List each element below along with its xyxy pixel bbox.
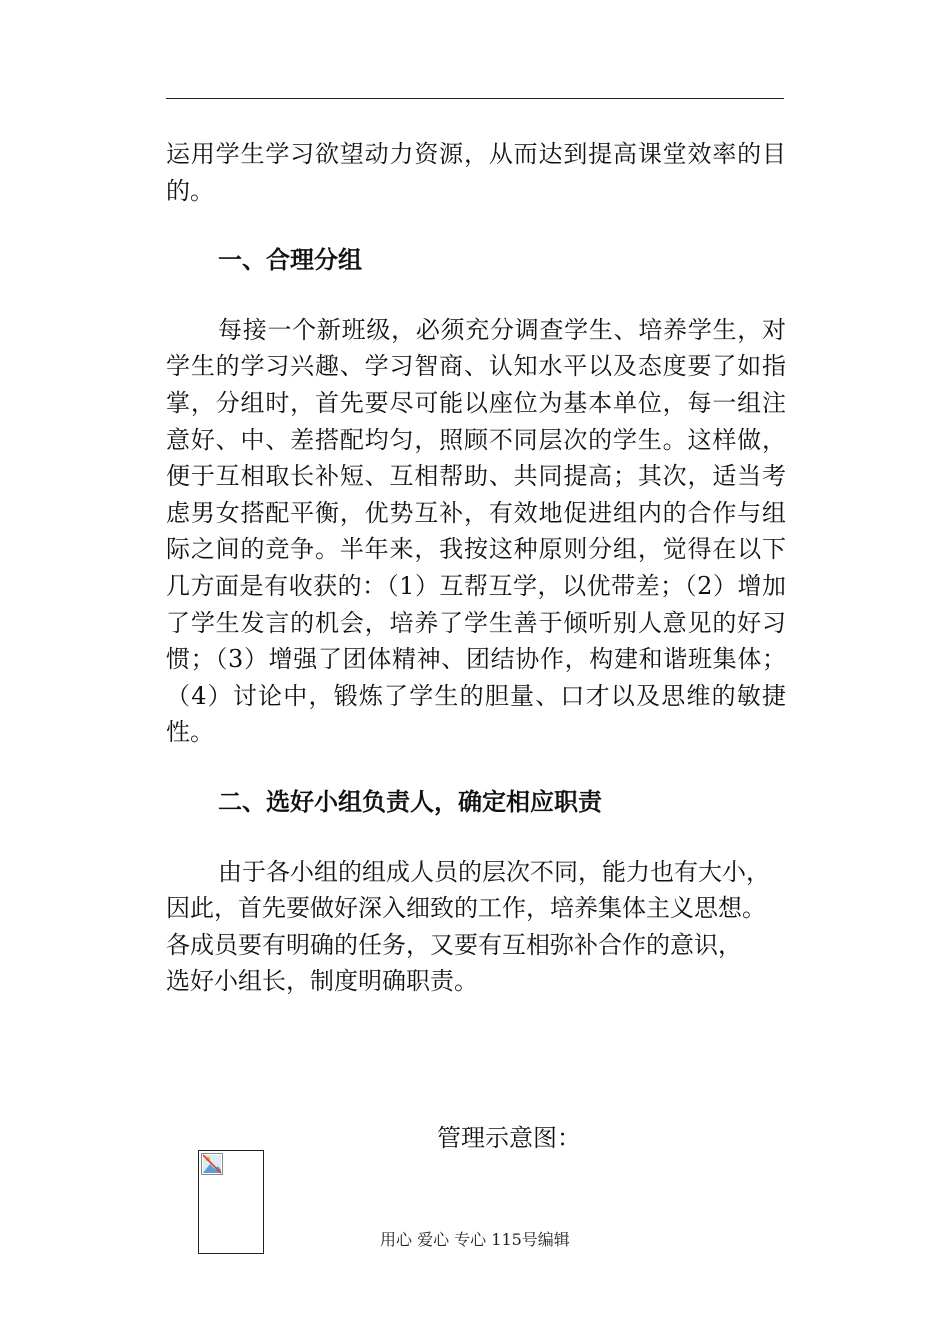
- section-1-heading: 一、合理分组: [218, 245, 362, 275]
- section-1-paragraph: 每接一个新班级，必须充分调查学生、培养学生，对学生的学习兴趣、学习智商、认知水平以及态度要了如指掌，分组时，首先要尽可能以座位为基本单位，每一组注意好、中、差搭配均匀，照顾不同层次的学生。这样做，便于互相取长补短、互相帮助、共同提高；其次，适当考虑男女搭配平衡，优势互补，有效地促进组内的合作与组际之间的竞争。半年来，我按这种原则分组，觉得在以下几方面是有收获的：（1）互帮互学，以优带差；（2）增加了学生发言的机会，培养了学生善于倾听别人意见的好习惯；（3）增强了团体精神、团结协作，构建和谐班集体；（4）讨论中，锻炼了学生的胆量、口才以及思维的敏捷性。: [166, 315, 786, 747]
- section-2-line: 各成员要有明确的任务，又要有互相弥补合作的意识，: [166, 930, 742, 959]
- section-2-heading: 二、选好小组负责人，确定相应职责: [218, 786, 602, 816]
- page-footer: 用心 爱心 专心 115号编辑: [380, 1230, 570, 1249]
- broken-image-icon: [201, 1153, 223, 1175]
- section-2-line: 因此，首先要做好深入细致的工作，培养集体主义思想。: [166, 894, 766, 923]
- header-rule: [166, 98, 784, 99]
- section-2-line: 选好小组长，制度明确职责。: [166, 967, 478, 996]
- document-body: [166, 136, 786, 1000]
- section-2-paragraph: [166, 854, 786, 1000]
- intro-paragraph: 运用学生学习欲望动力资源，从而达到提高课堂效率的目的。: [166, 140, 786, 205]
- diagram-caption: 管理示意图：: [437, 1124, 581, 1152]
- section-2-line: 由于各小组的组成人员的层次不同，能力也有大小，: [218, 857, 770, 886]
- image-placeholder: [198, 1150, 264, 1254]
